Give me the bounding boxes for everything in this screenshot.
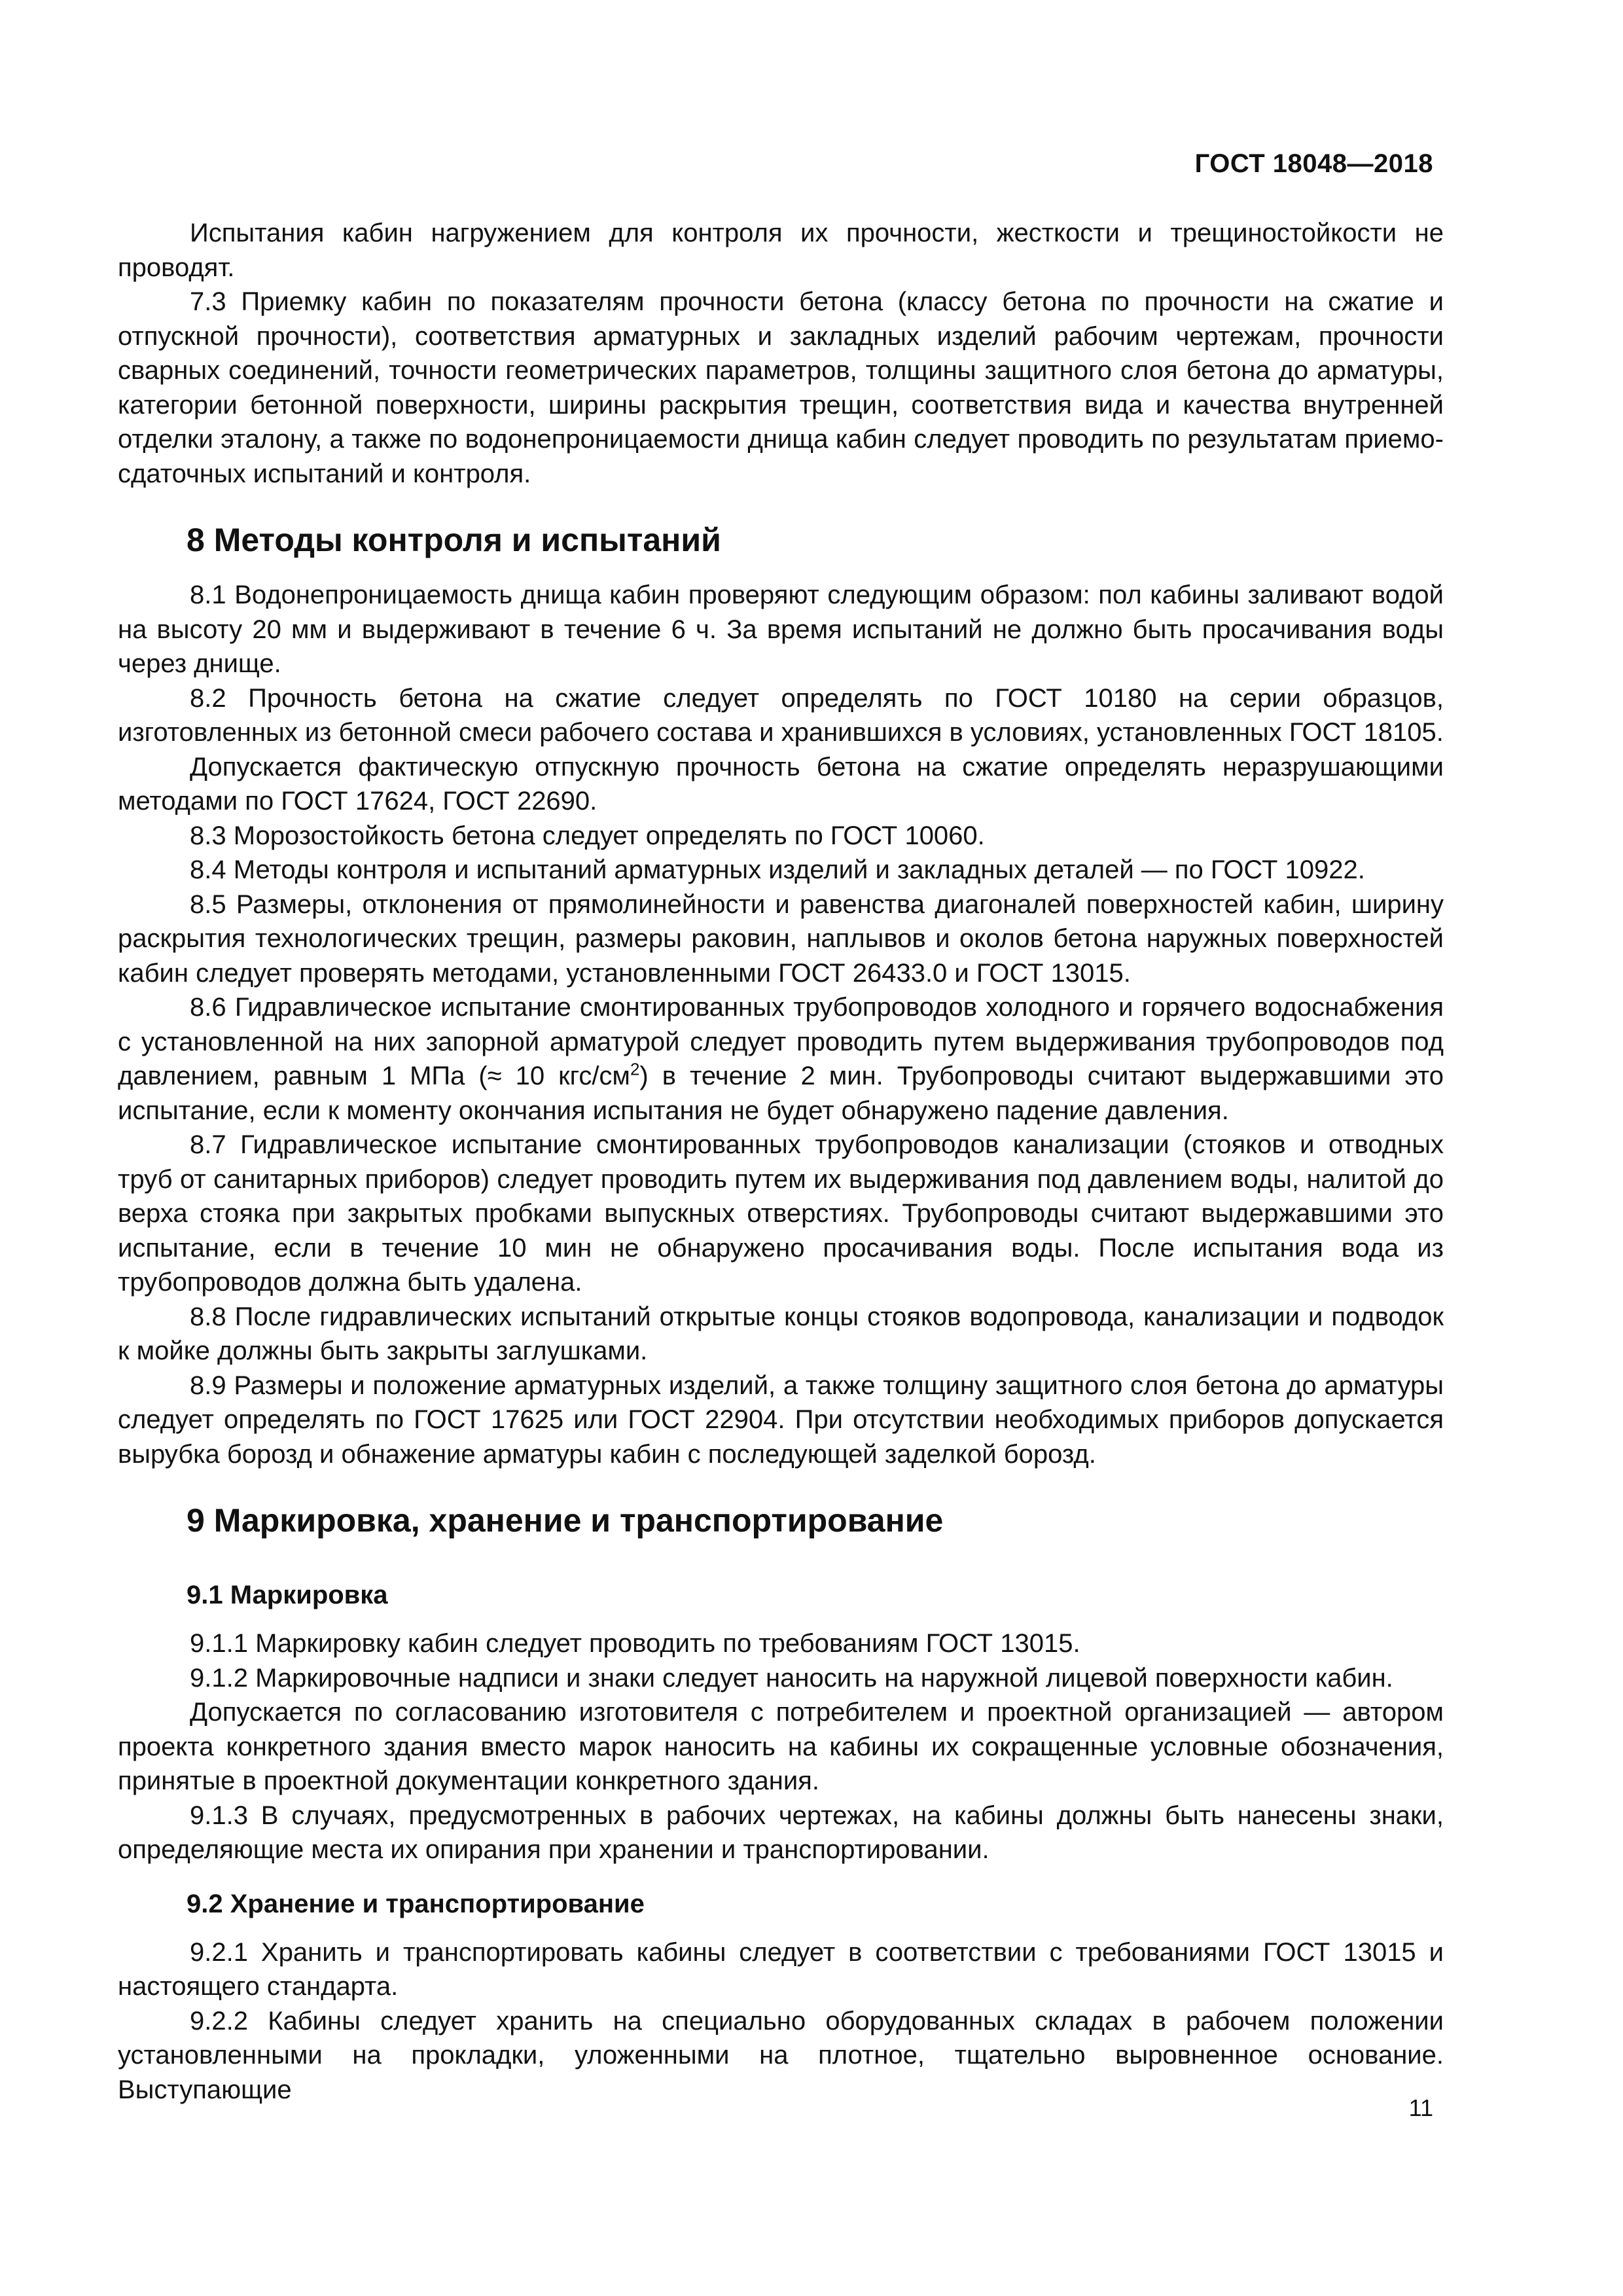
paragraph: 8.5 Размеры, отклонения от прямолинейности и равенства диагоналей поверхностей кабин, ширину раскрытия технологических трещин, размеры раковин, наплывов и околов бетона наружных поверхностей кабин следует проверять методами, установленными ГОСТ 26433.0 и ГОСТ 13015.: [118, 889, 1444, 988]
paragraph: 8.3 Морозостойкость бетона следует определять по ГОСТ 10060.: [190, 821, 985, 850]
paragraph: 9.1.3 В случаях, предусмотренных в рабочих чертежах, на кабины должны быть нанесены знаки, определяющие места их опирания при хранении и транспортировании.: [118, 1801, 1444, 1864]
paragraph: 8.7 Гидравлическое испытание смонтированных трубопроводов канализации (стояков и отводных труб от санитарных приборов) следует проводить путем их выдерживания под давлением воды, налитой до верха стояка при закрытых пробками выпускных отверстиях. Трубопроводы считают выдержавшими это испытание, если в течение 10 мин не обнаружено просачивания воды. После испытания вода из трубопроводов должна быть удалена.: [118, 1130, 1444, 1297]
paragraph: 9.1.1 Маркировку кабин следует проводить по требованиям ГОСТ 13015.: [190, 1629, 1080, 1658]
paragraph: 8.2 Прочность бетона на сжатие следует определять по ГОСТ 10180 на серии образцов, изготовленных из бетонной смеси рабочего состава и хранившихся в условиях, установленных ГОСТ 18105.: [118, 683, 1444, 747]
paragraph: 8.8 После гидравлических испытаний открытые концы стояков водопровода, канализации и подводок к мойке должны быть закрыты заглушками.: [118, 1302, 1444, 1365]
superscript: 2: [630, 1059, 640, 1079]
paragraph: 8.4 Методы контроля и испытаний арматурных изделий и закладных деталей — по ГОСТ 10922.: [190, 855, 1365, 884]
paragraph: 8.9 Размеры и положение арматурных изделий, а также толщину защитного слоя бетона до арматуры следует определять по ГОСТ 17625 или ГОСТ 22904. При отсутствии необходимых приборов допускается вырубка борозд и обнажение арматуры кабин с последующей заделкой борозд.: [118, 1371, 1444, 1469]
subsection-heading: 9.2 Хранение и транспортирование: [187, 1889, 645, 1918]
paragraph: 9.2.1 Хранить и транспортировать кабины следует в соответствии с требованиями ГОСТ 13015 и настоящего стандарта.: [118, 1937, 1444, 2001]
paragraph-text: 8.6 Гидравлическое испытание смонтированных трубопроводов холодного и горячего водоснабжения с установленной на них запорной арматурой следует проводить путем выдерживания трубопроводов под давлением, равным 1 МПа (≈ 10 кгс/см: [118, 993, 1444, 1090]
paragraph: 8.1 Водонепроницаемость днища кабин проверяют следующим образом: пол кабины заливают водой на высоту 20 мм и выдерживают в течение 6 ч. За время испытаний не должно быть просачивания воды через днище.: [118, 581, 1444, 678]
section-heading: 9 Маркировка, хранение и транспортирование: [187, 1502, 944, 1539]
paragraph: [118, 990, 1444, 1128]
paragraph: Допускается по согласованию изготовителя с потребителем и проектной организацией — автором проекта конкретного здания вместо марок наносить на кабины их сокращенные условные обозначения, принятые в проектной документации конкретного здания.: [118, 1698, 1444, 1795]
paragraph: 9.1.2 Маркировочные надписи и знаки следует наносить на наружной лицевой поверхности кабин.: [190, 1663, 1393, 1693]
subsection-heading: 9.1 Маркировка: [187, 1581, 388, 1609]
paragraph-text: ) в течение 2 мин. Трубопроводы считают выдержавшими это испытание, если к моменту окончания испытания не будет обнаружено падение давления.: [118, 1062, 1444, 1125]
page-number: 11: [1408, 2094, 1433, 2121]
paragraph: 7.3 Приемку кабин по показателям прочности бетона (классу бетона по прочности на сжатие и отпускной прочности), соответствия арматурных и закладных изделий рабочим чертежам, прочности сварных соединений, точности геометрических параметров, толщины защитного слоя бетона до арматуры, категории бетонной поверхности, ширины раскрытия трещин, соответствия вида и качества внутренней отделки эталону, а также по водонепроницаемости днища кабин следует проводить по результатам приемо-сдаточных испытаний и контроля.: [118, 287, 1444, 488]
document-body: [118, 216, 1444, 2107]
paragraph: Испытания кабин нагружением для контроля их прочности, жесткости и трещиностойкости не проводят.: [118, 219, 1444, 282]
section-heading: 8 Методы контроля и испытаний: [187, 522, 721, 558]
paragraph: 9.2.2 Кабины следует хранить на специально оборудованных складах в рабочем положении установленными на прокладки, уложенными на плотное, тщательно выровненное основание. Выступающие: [118, 2006, 1444, 2104]
document-id-header: ГОСТ 18048—2018: [1194, 149, 1433, 178]
paragraph: Допускается фактическую отпускную прочность бетона на сжатие определять неразрушающими методами по ГОСТ 17624, ГОСТ 22690.: [118, 752, 1444, 816]
